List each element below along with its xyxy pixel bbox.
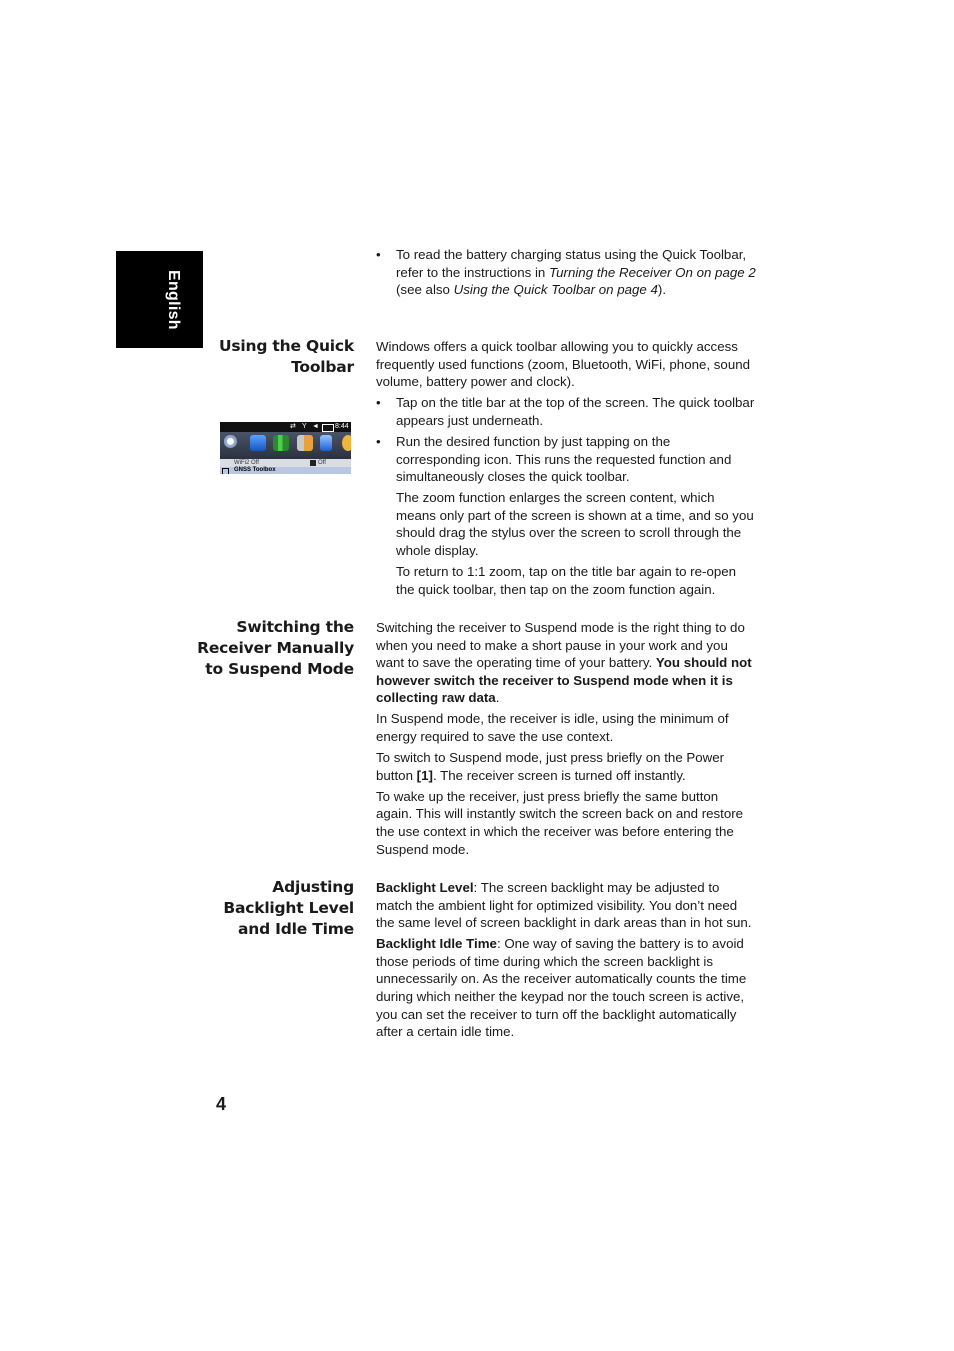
language-tab [116,251,203,348]
clock-icon[interactable] [342,435,351,451]
suspend-body [376,619,756,862]
heading-quick-toolbar: Using the Quick Toolbar [218,337,354,376]
status-bar [220,422,351,432]
volume-icon[interactable] [297,435,313,451]
status-time: 8:44 [335,423,349,430]
zoom-return-paragraph: To return to 1:1 zoom, tap on the title bar again to re-open the quick toolbar, then tap on the zoom function again. [396,564,737,597]
quick-toolbar-bullet-2: • Run the desired function by just tapping on the corresponding icon. This runs the requested function and simultaneously closes the quick toolbar. [376,433,756,486]
language-tab-label: English [165,270,182,330]
battery-icon[interactable] [320,435,332,451]
heading-suspend-mode: Switching the Receiver Manually to Suspend Mode [197,618,354,678]
backlight-level-paragraph: Backlight Level: The screen backlight may be adjusted to match the ambient light for optimized visibility. You don’t need the same level of screen backlight in dark areas than in hot sun. [376,880,752,931]
quick-toolbar-screenshot [220,422,351,474]
wifi-icon[interactable] [273,435,289,451]
app-icon [222,468,229,474]
backlight-body [376,879,756,1044]
signal-icon: Y [302,423,307,430]
toolbar-footer[interactable]: GNSS Toolbox [220,467,351,474]
zoom-paragraph: The zoom function enlarges the screen content, which means only part of the screen is shown at a time, and so you should drag the stylus over the screen to scroll through the whole display. [396,490,754,559]
quick-toolbar-intro: Windows offers a quick toolbar allowing you to quickly access frequently used functions (zoom, Bluetooth, WiFi, phone, sound volume, battery power and clock). [376,339,751,390]
suspend-paragraph-2: In Suspend mode, the receiver is idle, using the minimum of energy required to save the use context. [376,711,729,745]
quick-toolbar-body [376,338,756,602]
zoom-icon[interactable] [224,435,240,451]
backlight-idle-paragraph: Backlight Idle Time: One way of saving the battery is to avoid those periods of time during which the screen backlight is unnecessarily on. As the receiver automatically counts the time during which neither the keypad nor the touch screen is active, you can set the receiver to turn off the backlight automatically after a certain idle time. [376,936,747,1040]
page-number: 4 [216,1094,227,1114]
bluetooth-icon[interactable] [250,435,266,451]
battery-status-icon [322,424,334,432]
sync-icon: ⇄ [290,423,296,430]
speaker-icon: ◄ [312,423,319,430]
suspend-paragraph-4: To wake up the receiver, just press briefly the same button again. This will instantly switch the screen back on and restore the use context in which the receiver was before entering the Suspend mode. [376,788,744,857]
xref-quick-toolbar: Using the Quick Toolbar on page 4 [453,282,658,298]
suspend-paragraph-1: Switching the receiver to Suspend mode is the right thing to do when you need to make a short pause in your work and you want to save the operating time of your battery. You should not however switch the receiver to Suspend mode when it is collecting raw data. [376,620,752,706]
intro-bullet: • To read the battery charging status using the Quick Toolbar, refer to the instructions in Turning the Receiver On on page 2 (see also Using the Quick Toolbar on page 4). [376,246,756,299]
suspend-paragraph-3: To switch to Suspend mode, just press briefly on the Power button [1]. The receiver screen is turned off instantly. [376,750,725,783]
toolbar-label-row: WiFi2 Off Off [220,459,351,467]
heading-backlight: Adjusting Backlight Level and Idle Time [223,878,354,938]
xref-turning-on: Turning the Receiver On on page 2 [549,264,756,280]
quick-toolbar-bullet-1: • Tap on the title bar at the top of the screen. The quick toolbar appears just underneath. [376,394,756,429]
intro-block [376,246,756,302]
toggle-icon [310,460,316,466]
